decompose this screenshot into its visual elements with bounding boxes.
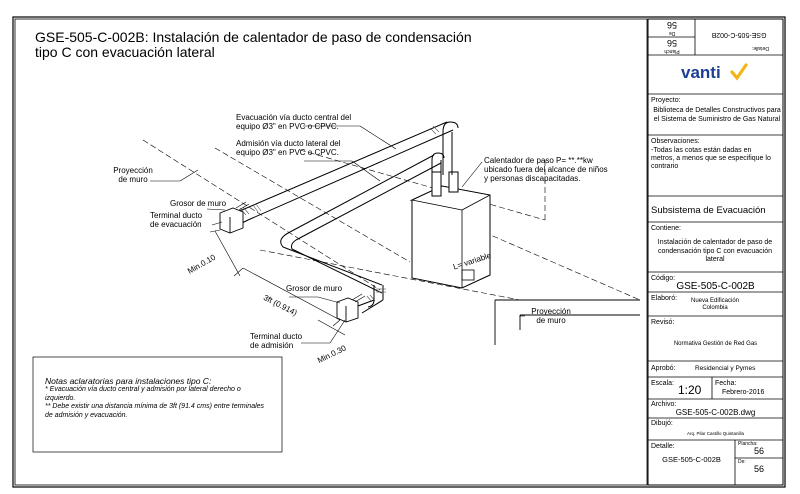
label-terminal-admission-line1: Terminal ducto [250, 332, 303, 341]
plancha-label: Plancha: [738, 441, 758, 447]
label-min-010: Min.0.10 [186, 252, 218, 276]
label-terminal-admission-line2: de admisión [250, 341, 294, 350]
de-label: De: [738, 459, 746, 465]
elaboro-value: Nueva Edificación Colombia [690, 298, 740, 311]
contiene-label: Contiene: [651, 225, 681, 232]
subsistema-value: Subsistema de Evacuación [651, 205, 766, 216]
dibujo-label: Dibujó: [651, 420, 673, 427]
contiene-value: Instalación de calentador de paso de condensación tipo C con evacuación lateral [657, 239, 773, 263]
notes-line1: * Evacuación vía ducto central y admisión por lateral derecho o izquierdo. [45, 386, 241, 402]
notes-line2: ** Debe existir una distancia mínima de 3ft (91.4 cms) entre terminales de admisión y evacuación. [45, 403, 265, 419]
reviso-label: Revisó: [651, 319, 675, 326]
label-heater-line2: ubicado fuera del alcance de niños [484, 165, 608, 174]
codigo-label: Código: [651, 275, 676, 282]
escala-label: Escala: [651, 380, 674, 387]
escala-value: 1:20 [678, 383, 702, 397]
detalle-label: Detalle: [651, 443, 675, 450]
label-wall-projection-left-line1: Proyección [113, 166, 153, 175]
archivo-value: GSE-505-C-002B.dwg [675, 408, 756, 417]
titleblock-flip-planch [650, 39, 694, 55]
elaboro-label: Elaboró: [651, 295, 678, 302]
label-dim-3ft: 3ft (0.914) [261, 293, 299, 318]
proyecto-value: Biblioteca de Detalles Constructivos para el Sistema de Suministro de Gas Natural [653, 107, 781, 123]
reviso-value: Normativa Gestión de Red Gas [673, 341, 758, 347]
titleblock-flip-planch-value: 56 [667, 38, 678, 48]
observaciones-label: Observaciones: [651, 138, 700, 145]
dibujo-value: Arq. Pilar Castillo Quintanilla [686, 431, 745, 436]
aprobo-value: Residencial y Pymes [695, 365, 756, 372]
label-wall-projection-left-line2: de muro [118, 175, 148, 184]
aprobo-label: Aprobó: [651, 365, 676, 372]
titleblock-flip-planch-label: Planch [664, 48, 680, 54]
label-wall-thickness-bottom: Grosor de muro [286, 284, 343, 293]
label-l-variable: L= variable [452, 250, 493, 272]
titleblock-flip-detalle: Detalle: [752, 45, 769, 51]
logo-check-icon [730, 63, 748, 81]
label-admission-duct-line1: Admisión vía ducto lateral del [236, 139, 341, 148]
titleblock-flip-de-value: 56 [667, 20, 678, 30]
archivo-label: Archivo: [651, 401, 677, 408]
label-heater-line3: y personas discapacitadas. [484, 174, 581, 183]
label-terminal-evacuation-line1: Terminal ducto [150, 211, 203, 220]
label-admission-duct-line2: equipo Ø3" en PVC o CPVC. [236, 148, 339, 157]
codigo-value: GSE-505-C-002B [676, 281, 755, 292]
label-evacuation-duct-line1: Evacuación vía ducto central del [236, 113, 352, 122]
label-evacuation-duct-line2: equipo Ø3" en PVC o CPVC. [236, 122, 339, 131]
notes-title: Notas aclaratorias para instalaciones tipo C: [45, 376, 212, 386]
label-min-030: Min.0.30 [316, 343, 348, 366]
label-wall-projection-right-line2: de muro [536, 316, 566, 325]
titleblock-flip-de-label: De [668, 30, 676, 36]
proyecto-label: Proyecto: [651, 97, 681, 104]
fecha-value: Febrero-2016 [722, 389, 765, 396]
titleblock-flip-code: GSE-505-C-002B [711, 31, 767, 38]
detalle-value: GSE-505-C-002B [662, 455, 721, 464]
de-value: 56 [753, 464, 764, 474]
label-heater-line1: Calentador de paso P= **.**kw [484, 156, 593, 165]
drawing-title-line2: tipo C con evacuación lateral [35, 44, 215, 60]
titleblock-flip-de [650, 21, 694, 37]
fecha-label: Fecha: [715, 380, 737, 387]
label-wall-thickness-top: Grosor de muro [170, 199, 227, 208]
label-wall-projection-right-line1: Proyección [531, 307, 571, 316]
label-terminal-evacuation-line2: de evacuación [150, 220, 202, 229]
drawing-title-line1: GSE-505-C-002B: Instalación de calentador de paso de condensación [35, 29, 472, 45]
vanti-logo: vanti [681, 63, 721, 82]
observaciones-value: -Todas las cotas están dadas en metros, a menos que se especifique lo contrario [651, 147, 771, 170]
plancha-value: 56 [753, 446, 764, 456]
